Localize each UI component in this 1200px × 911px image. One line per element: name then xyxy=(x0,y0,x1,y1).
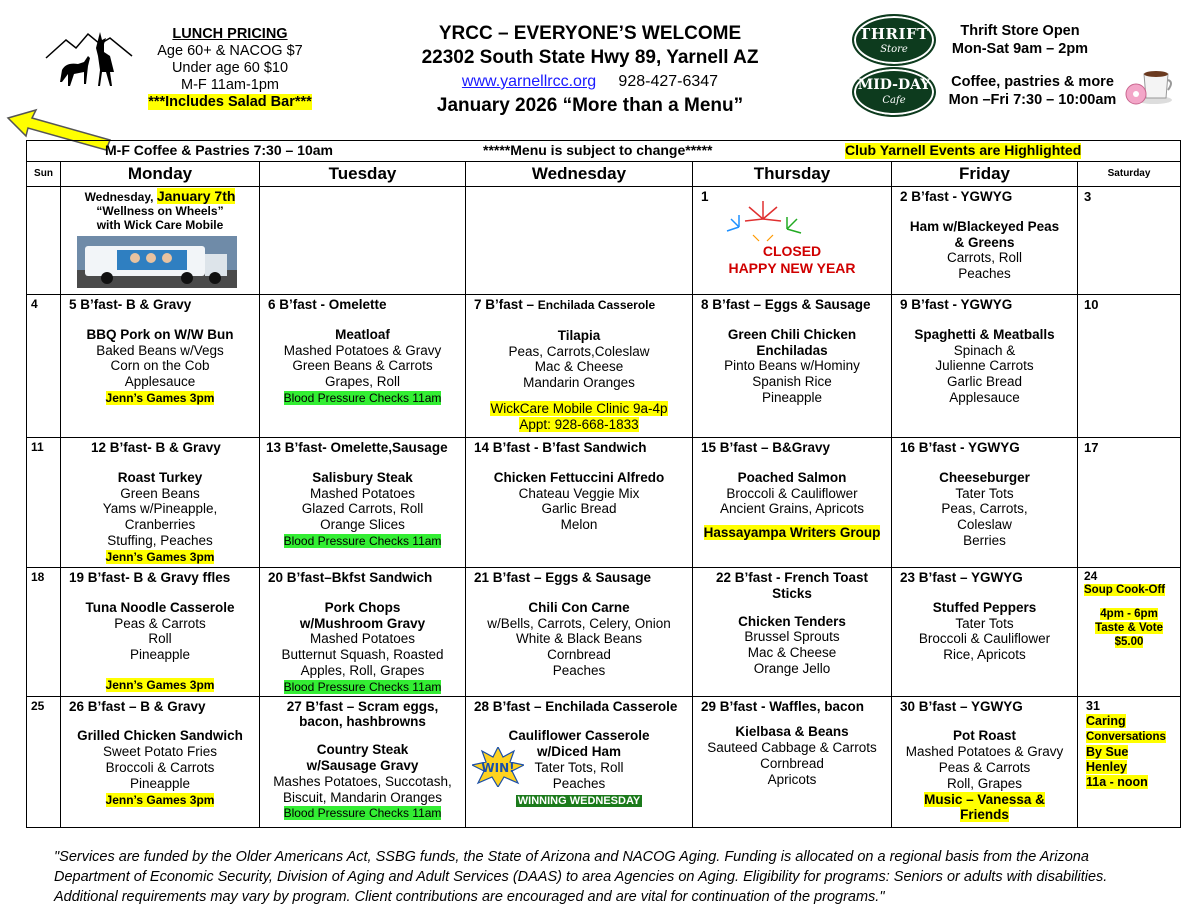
event-highlight: Music – Vanessa & xyxy=(924,791,1045,807)
side: Broccoli & Carrots xyxy=(105,759,215,775)
side: Sweet Potato Fries xyxy=(102,744,218,760)
entree: Green Chili Chicken xyxy=(727,326,857,342)
breakfast-label: 30 B’fast – YGWYG xyxy=(900,698,1023,714)
side: Cornbread xyxy=(547,647,611,663)
side: Pineapple xyxy=(761,389,823,405)
menu-subject-note: *****Menu is subject to change***** xyxy=(483,142,713,158)
side: Peaches xyxy=(958,266,1011,282)
address: 22302 South State Hwy 89, Yarnell AZ xyxy=(421,47,759,68)
day-number: 18 xyxy=(31,570,45,584)
menu-calendar xyxy=(26,140,1181,828)
side: Biscuit, Mandarin Oranges xyxy=(282,789,443,805)
day-cell-11 xyxy=(27,438,61,568)
cafe-logo-word: MID-DAY xyxy=(857,77,931,93)
entree-cont: w/Diced Ham xyxy=(536,744,622,760)
entree-cont: Enchiladas xyxy=(756,342,828,358)
side: Garlic Bread xyxy=(541,501,617,517)
day-cell-29 xyxy=(693,696,892,827)
day-cell-12 xyxy=(61,438,260,568)
event-highlight: Blood Pressure Checks 11am xyxy=(283,533,442,548)
side: Broccoli & Cauliflower xyxy=(918,631,1051,647)
side: Apricots xyxy=(767,771,817,787)
day-header-tue: Tuesday xyxy=(260,162,466,187)
side: Mashed Potatoes xyxy=(309,485,416,501)
side: Butternut Squash, Roasted xyxy=(281,647,444,663)
side: Mashes Potatoes, Succotash, xyxy=(273,773,452,789)
winning-wednesday-badge: WINNING WEDNESDAY xyxy=(517,794,641,807)
side: Pineapple xyxy=(129,647,191,663)
day-cell-14 xyxy=(466,438,693,568)
side: w/Bells, Carrots, Celery, Onion xyxy=(487,615,671,631)
lunch-pricing xyxy=(140,26,320,111)
entree: Kielbasa & Beans xyxy=(735,724,849,740)
website-link[interactable]: www.yarnellrcc.org xyxy=(461,73,597,90)
side: Grapes, Roll xyxy=(324,374,401,390)
event-highlight: Henley xyxy=(1086,759,1127,774)
event-highlight: 11a - noon xyxy=(1086,774,1148,789)
entree: Roast Turkey xyxy=(117,469,203,485)
side: Spinach & xyxy=(953,342,1016,358)
entree: Tilapia xyxy=(557,327,601,343)
thrift-store-logo xyxy=(852,14,936,66)
event-highlight: Blood Pressure Checks 11am xyxy=(283,806,442,821)
side: Applesauce xyxy=(124,374,196,390)
side: Carrots, Roll xyxy=(946,250,1022,266)
breakfast-label: 19 B’fast- B & Gravy ffles xyxy=(69,570,231,585)
side: Peaches xyxy=(552,775,606,791)
side: White & Black Beans xyxy=(515,631,643,647)
cafe-logo-sub: Cafe xyxy=(882,95,906,106)
breakfast-label: 13 B’fast- Omelette,Sausage xyxy=(266,440,448,455)
day-cell-2 xyxy=(892,187,1078,295)
lunch-hours: M-F 11am-1pm xyxy=(180,77,280,93)
event-detail: Taste & Vote xyxy=(1095,622,1164,634)
day-number: 1 xyxy=(701,189,709,204)
side: Cranberries xyxy=(124,517,196,533)
breakfast-label: 9 B’fast - YGWYG xyxy=(900,297,1013,312)
event-highlight: WickCare Mobile Clinic 9a-4p xyxy=(490,400,668,416)
salad-bar-note: ***Includes Salad Bar*** xyxy=(148,94,312,110)
deer-logo-icon xyxy=(44,26,134,90)
thrift-logo-sub: Store xyxy=(880,44,908,55)
day-cell-7 xyxy=(466,295,693,438)
event-highlight: Jenn’s Games 3pm xyxy=(105,549,215,564)
day-number: 31 xyxy=(1086,698,1100,713)
cafe-open-hours: Mon –Fri 7:30 – 10:00am xyxy=(948,92,1117,108)
day-number: 17 xyxy=(1084,440,1099,455)
wellness-date: January 7th xyxy=(156,188,236,204)
side: Peas & Carrots xyxy=(114,615,206,631)
entree-cont: w/Sausage Gravy xyxy=(306,757,419,773)
side: Roll xyxy=(148,631,172,647)
side: Broccoli & Cauliflower xyxy=(726,485,858,501)
breakfast-label: 12 B’fast- B & Gravy xyxy=(91,440,221,455)
side: Mashed Potatoes xyxy=(309,631,416,647)
event-highlight: Jenn’s Games 3pm xyxy=(105,390,215,405)
side: Roll, Grapes xyxy=(946,775,1023,791)
breakfast-label: 16 B’fast - YGWYG xyxy=(900,440,1020,455)
event-highlight: Hassayampa Writers Group xyxy=(703,525,881,541)
day-cell-15 xyxy=(693,438,892,568)
breakfast-label: 27 B’fast – Scram eggs, xyxy=(286,698,439,714)
side: Chateau Veggie Mix xyxy=(518,485,640,501)
day-cell-4 xyxy=(27,295,61,438)
breakfast-label: 7 B’fast – xyxy=(474,297,535,312)
event-highlight: Blood Pressure Checks 11am xyxy=(283,390,442,405)
event-highlight: Friends xyxy=(960,807,1009,823)
event-time: 4pm - 6pm xyxy=(1100,608,1158,620)
side: Orange Jello xyxy=(753,660,831,676)
wellness-title: “Wellness on Wheels” xyxy=(96,204,224,218)
side: Baked Beans w/Vegs xyxy=(96,342,224,358)
day-cell-24 xyxy=(1078,568,1181,697)
thrift-store-hours xyxy=(940,22,1100,58)
day-header-sat: Saturday xyxy=(1078,162,1181,187)
day-cell-3 xyxy=(1078,187,1181,295)
side: Melon xyxy=(560,517,598,533)
day-cell-8 xyxy=(693,295,892,438)
entree: BBQ Pork on W/W Bun xyxy=(86,326,234,342)
day-cell-16 xyxy=(892,438,1078,568)
closed-label: CLOSED xyxy=(762,242,822,259)
entree: Pork Chops xyxy=(324,599,401,615)
coffee-banner: M-F Coffee & Pastries 7:30 – 10am xyxy=(105,142,333,158)
win-burst-text: WIN! xyxy=(481,760,515,775)
side: Green Beans xyxy=(120,485,200,501)
event-highlight: Soup Cook-Off xyxy=(1084,584,1166,596)
side: Corn on the Cob xyxy=(110,358,210,374)
day-cell-31 xyxy=(1078,696,1181,827)
events-highlight-note: Club Yarnell Events are Highlighted xyxy=(845,142,1082,158)
breakfast-label: 20 B’fast–Bkfst Sandwich xyxy=(268,570,433,585)
day-cell-13 xyxy=(260,438,466,568)
mobile-clinic-image xyxy=(77,236,237,288)
entree: Poached Salmon xyxy=(737,469,847,485)
side: Stuffing, Peaches xyxy=(107,532,213,548)
day-cell-wellness xyxy=(61,187,260,295)
entree: Grilled Chicken Sandwich xyxy=(77,728,243,744)
side: Peas, Carrots,Coleslaw xyxy=(508,343,650,359)
side: Applesauce xyxy=(949,389,1020,405)
side: Peas, Carrots, xyxy=(941,501,1028,517)
thrift-open-label: Thrift Store Open xyxy=(960,23,1080,39)
thrift-open-hours: Mon-Sat 9am – 2pm xyxy=(951,41,1089,57)
breakfast-label: 15 B’fast – B&Gravy xyxy=(701,440,831,455)
event-price: $5.00 xyxy=(1114,636,1144,648)
side: Spanish Rice xyxy=(752,374,832,390)
entree: Pot Roast xyxy=(952,728,1016,744)
entree: Salisbury Steak xyxy=(312,469,413,485)
lunch-pricing-title: LUNCH PRICING xyxy=(172,26,288,42)
breakfast-label: 23 B’fast – YGWYG xyxy=(900,570,1023,585)
side: Mashed Potatoes & Gravy xyxy=(905,744,1064,760)
breakfast-label: 5 B’fast- B & Gravy xyxy=(69,297,192,312)
day-number: 25 xyxy=(31,698,45,713)
day-cell-18 xyxy=(27,568,61,697)
banner-row xyxy=(27,141,1181,162)
day-number: 3 xyxy=(1084,189,1092,204)
event-highlight: Conversations xyxy=(1086,730,1166,743)
day-cell-22 xyxy=(693,568,892,697)
entree: Ham w/Blackeyed Peas xyxy=(909,218,1060,234)
side: Pinto Beans w/Hominy xyxy=(724,358,860,374)
day-cell-empty xyxy=(466,187,693,295)
day-cell-26 xyxy=(61,696,260,827)
side: Apples, Roll, Grapes xyxy=(300,662,425,678)
day-header-thu: Thursday xyxy=(693,162,892,187)
side: Rice, Apricots xyxy=(943,647,1026,663)
side: Sauteed Cabbage & Carrots xyxy=(707,740,877,756)
entree-cont: & Greens xyxy=(954,234,1015,250)
side: Tater Tots xyxy=(955,485,1014,501)
cafe-label: Coffee, pastries & more xyxy=(951,74,1114,90)
event-highlight: Appt: 928-668-1833 xyxy=(519,416,639,432)
breakfast-label: 22 B’fast - French Toast xyxy=(715,570,869,585)
side: Mashed Potatoes & Gravy xyxy=(283,342,442,358)
event-highlight: Caring xyxy=(1086,713,1126,728)
side: Ancient Grains, Apricots xyxy=(719,501,865,517)
breakfast-label-cont: bacon, hashbrowns xyxy=(299,714,426,730)
day-number: 11 xyxy=(31,440,44,454)
coffee-donut-icon xyxy=(1124,60,1174,106)
side: Brussel Sprouts xyxy=(744,629,840,645)
win-burst-icon xyxy=(472,747,524,787)
breakfast-label: 6 B’fast - Omelette xyxy=(268,297,387,312)
day-cell-empty xyxy=(260,187,466,295)
funding-disclaimer: "Services are funded by the Older Americans Act, SSBG funds, the State of Arizona and NACOG Aging. Funding is allocated on a regional basis from the Arizona Department of Economic Security, Division of Aging and Adult Services (DAAS) to area Agencies on Aging. Eligibility for programs: Seniors or adults with disabilities. Additional requirements may vary by program. Client contributions are encouraged and are vital for continuation of the programs." xyxy=(54,849,1108,905)
week-row xyxy=(27,568,1181,697)
breakfast-label: 29 B’fast - Waffles, bacon xyxy=(701,698,865,714)
lunch-price-seniors: Age 60+ & NACOG $7 xyxy=(157,43,303,59)
breakfast-item: Enchilada Casserole xyxy=(537,298,656,312)
wellness-subtitle: with Wick Care Mobile xyxy=(96,218,224,232)
page-title: YRCC – EVERYONE’S WELCOME xyxy=(438,23,742,44)
day-header-fri: Friday xyxy=(892,162,1078,187)
day-header-sun: Sun xyxy=(27,162,61,187)
day-header-row xyxy=(27,162,1181,187)
entree: Spaghetti & Meatballs xyxy=(914,326,1055,342)
day-cell-27 xyxy=(260,696,466,827)
entree: Country Steak xyxy=(316,742,409,758)
phone-number: 928-427-6347 xyxy=(618,73,719,90)
day-cell-1 xyxy=(693,187,892,295)
day-cell-30 xyxy=(892,696,1078,827)
day-number: 10 xyxy=(1084,297,1099,312)
breakfast-label: 8 B’fast – Eggs & Sausage xyxy=(701,297,871,312)
entree: Cauliflower Casserole xyxy=(508,728,650,744)
header-center xyxy=(390,22,790,118)
side: Mac & Cheese xyxy=(747,645,837,661)
day-cell-5 xyxy=(61,295,260,438)
lunch-price-under60: Under age 60 $10 xyxy=(171,60,289,76)
side: Berries xyxy=(963,532,1006,548)
wellness-day: Wednesday, xyxy=(84,190,154,204)
event-highlight: Jenn’s Games 3pm xyxy=(105,677,215,692)
entree: Stuffed Peppers xyxy=(932,599,1037,615)
side: Orange Slices xyxy=(320,517,405,533)
side: Pineapple xyxy=(129,775,191,791)
side: Garlic Bread xyxy=(946,374,1023,390)
event-highlight: Jenn’s Games 3pm xyxy=(105,792,215,807)
entree: Meatloaf xyxy=(335,326,390,342)
day-cell-17 xyxy=(1078,438,1181,568)
day-cell-25 xyxy=(27,696,61,827)
day-header-wed: Wednesday xyxy=(466,162,693,187)
entree: Tuna Noodle Casserole xyxy=(85,599,235,615)
day-cell-21 xyxy=(466,568,693,697)
month-title: January 2026 “More than a Menu” xyxy=(436,95,744,116)
breakfast-label: 14 B’fast - B’fast Sandwich xyxy=(474,440,647,455)
cafe-hours xyxy=(940,73,1125,109)
event-highlight: By Sue xyxy=(1086,744,1129,759)
side: Cornbread xyxy=(760,755,824,771)
side: Peas & Carrots xyxy=(938,759,1031,775)
side: Mandarin Oranges xyxy=(523,375,635,391)
day-header-mon: Monday xyxy=(61,162,260,187)
side: Peaches xyxy=(552,662,606,678)
event-highlight: Blood Pressure Checks 11am xyxy=(283,679,442,694)
new-year-label: HAPPY NEW YEAR xyxy=(728,259,856,276)
breakfast-label: 2 B’fast - YGWYG xyxy=(900,189,1013,204)
side: Mac & Cheese xyxy=(534,359,624,375)
week-row xyxy=(27,696,1181,827)
side: Tater Tots xyxy=(955,615,1014,631)
day-cell-20 xyxy=(260,568,466,697)
day-cell-28 xyxy=(466,696,693,827)
breakfast-label: 21 B’fast – Eggs & Sausage xyxy=(474,570,652,585)
entree: Chili Con Carne xyxy=(528,599,630,615)
day-number: 24 xyxy=(1084,569,1098,583)
day-number: 4 xyxy=(31,297,38,311)
side: Julienne Carrots xyxy=(935,358,1034,374)
day-cell-10 xyxy=(1078,295,1181,438)
week-row xyxy=(27,295,1181,438)
side: Coleslaw xyxy=(957,517,1012,533)
side: Green Beans & Carrots xyxy=(292,358,433,374)
day-cell-19 xyxy=(61,568,260,697)
entree: Cheeseburger xyxy=(939,469,1030,485)
day-cell-23 xyxy=(892,568,1078,697)
thrift-logo-word: THRIFT xyxy=(859,25,929,43)
side: Tater Tots, Roll xyxy=(534,759,624,775)
day-cell-6 xyxy=(260,295,466,438)
entree-cont: w/Mushroom Gravy xyxy=(299,615,426,631)
entree: Chicken Fettuccini Alfredo xyxy=(493,469,665,485)
breakfast-label: 28 B’fast – Enchilada Casserole xyxy=(474,698,678,714)
fireworks-icon xyxy=(723,197,803,243)
entree: Chicken Tenders xyxy=(738,613,846,629)
breakfast-label-cont: Sticks xyxy=(772,585,812,601)
week-row xyxy=(27,438,1181,568)
breakfast-label: 26 B’fast – B & Gravy xyxy=(69,698,206,714)
side: Glazed Carrots, Roll xyxy=(301,501,424,517)
day-cell-empty xyxy=(27,187,61,295)
side: Yams w/Pineapple, xyxy=(102,501,218,517)
week-row xyxy=(27,187,1181,295)
mid-day-cafe-logo xyxy=(852,67,936,117)
day-cell-9 xyxy=(892,295,1078,438)
